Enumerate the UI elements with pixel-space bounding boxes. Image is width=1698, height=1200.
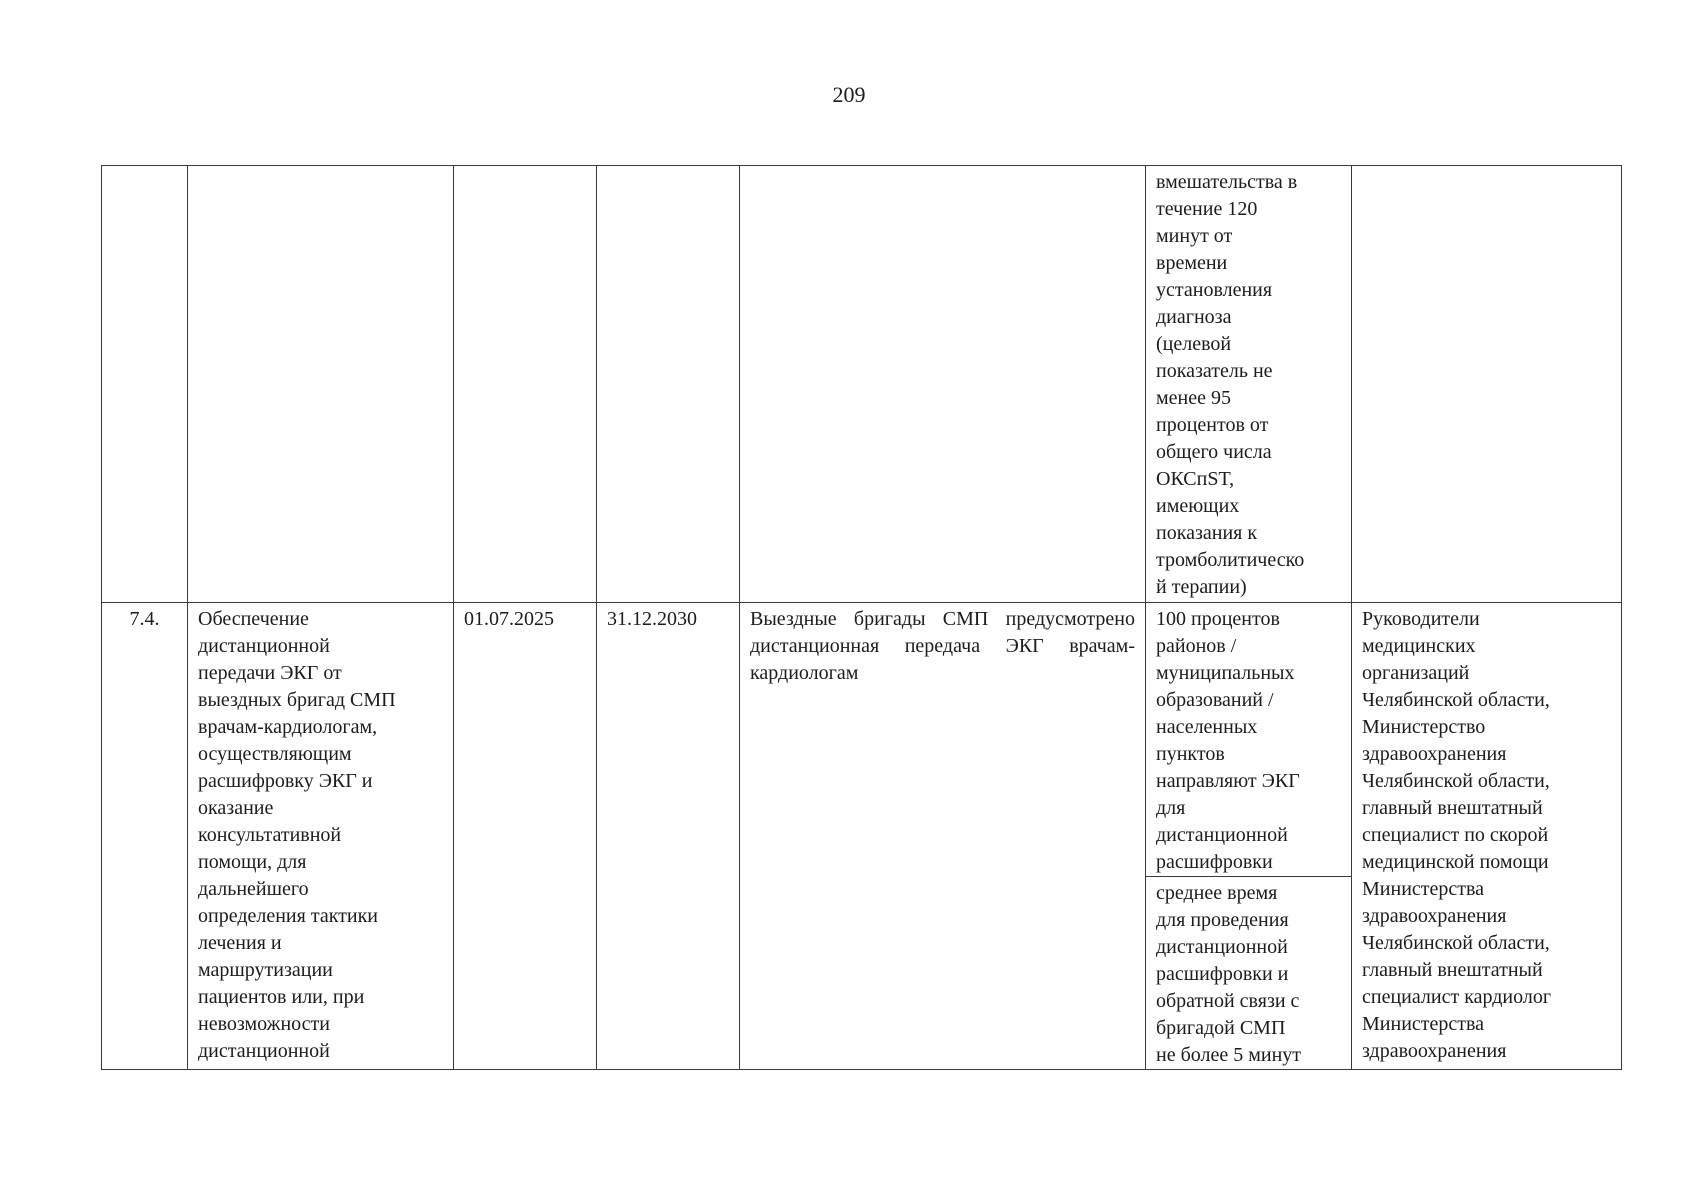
table-row-continued xyxy=(102,166,1622,603)
cell-start-date xyxy=(454,166,597,603)
row-number: 7.4. xyxy=(129,608,160,630)
cell-indicator-2 xyxy=(1146,877,1352,1070)
expected-result: Выездные бригады СМП предусмотрено дистанционная передача ЭКГ врачам-кардиологам xyxy=(750,608,1135,684)
indicator-1-text: 100 процентов районов / муниципальных образований / населенных пунктов направляют ЭКГ для дистанционной расшифровки xyxy=(1156,608,1300,873)
cell-responsible xyxy=(1352,603,1622,1070)
indicator-2-text: среднее время для проведения дистанционной расшифровки и обратной связи с бригадой СМП не более 5 минут xyxy=(1156,882,1302,1066)
cell-end-date xyxy=(597,603,740,1070)
cell-indicator-1 xyxy=(1146,603,1352,877)
cell-name xyxy=(188,603,454,1070)
cell-end-date xyxy=(597,166,740,603)
cell-result xyxy=(740,603,1146,1070)
cell-number xyxy=(102,166,188,603)
end-date: 31.12.2030 xyxy=(607,608,697,630)
page-number: 209 xyxy=(832,82,866,107)
cell-indicator xyxy=(1146,166,1352,603)
cell-name xyxy=(188,166,454,603)
plan-table xyxy=(101,165,1622,1070)
measure-name: Обеспечение дистанционной передачи ЭКГ от выездных бригад СМП врачам-кардиологам, осуществляющим расшифровку ЭКГ и оказание консультативной помощи, для дальнейшего определения тактики лечения и маршрутизации пациентов или, при невозможности дистанционной xyxy=(198,608,396,1062)
start-date: 01.07.2025 xyxy=(464,608,554,630)
cell-responsible xyxy=(1352,166,1622,603)
cell-result xyxy=(740,166,1146,603)
indicator-text: вмешательства в течение 120 минут от времени установления диагноза (целевой показатель не менее 95 процентов от общего числа ОКСпST, имеющих показания к тромболитическо й терапии) xyxy=(1156,171,1305,598)
table-row-7-4 xyxy=(102,603,1622,877)
cell-start-date xyxy=(454,603,597,1070)
cell-number xyxy=(102,603,188,1070)
responsible-text: Руководители медицинских организаций Челябинской области, Министерство здравоохранения Челябинской области, главный внештатный специалист по скорой медицинской помощи Министерства здравоохранения Челябинской области, главный внештатный специалист кардиолог Министерства здравоохранения xyxy=(1362,608,1552,1062)
